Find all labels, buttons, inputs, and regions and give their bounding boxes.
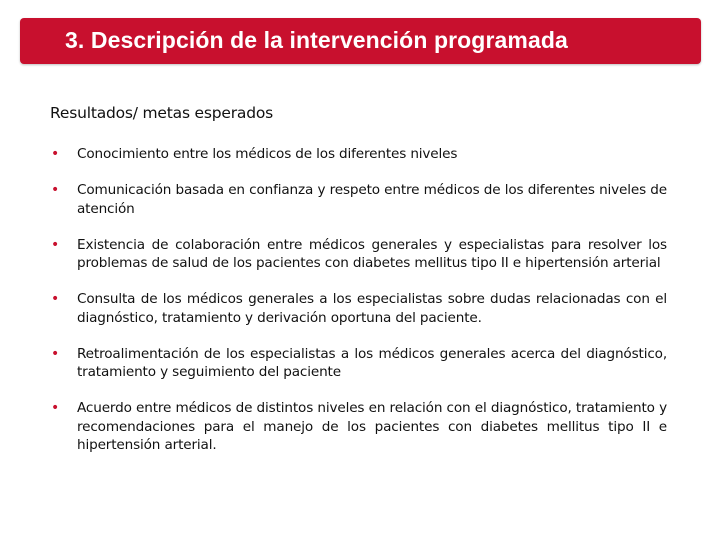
list-item: [50, 290, 667, 327]
list-item: [50, 145, 667, 164]
list-item: [50, 399, 667, 455]
list-item-text: Conocimiento entre los médicos de los diferentes niveles: [77, 146, 458, 162]
section-heading: Resultados/ metas esperados: [50, 104, 274, 122]
list-item-text: Retroalimentación de los especialistas a los médicos generales acerca del diagnóstico, tratamiento y seguimiento del paciente: [77, 345, 667, 380]
bullet-icon: •: [51, 146, 60, 162]
list-item: [50, 345, 667, 382]
list-item-text: Consulta de los médicos generales a los especialistas sobre dudas relacionadas con el diagnóstico, tratamiento y derivación oportuna del paciente.: [77, 291, 667, 326]
bullet-icon: •: [51, 182, 60, 198]
bullet-icon: •: [51, 345, 60, 362]
list-item-text: Existencia de colaboración entre médicos generales y especialistas para resolver los problemas de salud de los pacientes con diabetes mellitus tipo II e hipertensión arterial: [77, 236, 667, 271]
list-item: [50, 236, 667, 273]
list-item-text: Comunicación basada en confianza y respeto entre médicos de los diferentes niveles de atención: [77, 182, 667, 217]
slide-content: [50, 104, 667, 472]
results-list: [50, 145, 667, 455]
bullet-icon: •: [51, 236, 60, 253]
bullet-icon: •: [51, 400, 60, 416]
list-item: [50, 181, 667, 218]
title-banner: [20, 18, 701, 64]
slide-title: 3. Descripción de la intervención programada: [65, 27, 568, 53]
bullet-icon: •: [51, 291, 60, 307]
list-item-text: Acuerdo entre médicos de distintos niveles en relación con el diagnóstico, tratamiento y recomendaciones para el manejo de los pacientes con diabetes mellitus tipo II e hipertensión arterial.: [77, 400, 667, 453]
